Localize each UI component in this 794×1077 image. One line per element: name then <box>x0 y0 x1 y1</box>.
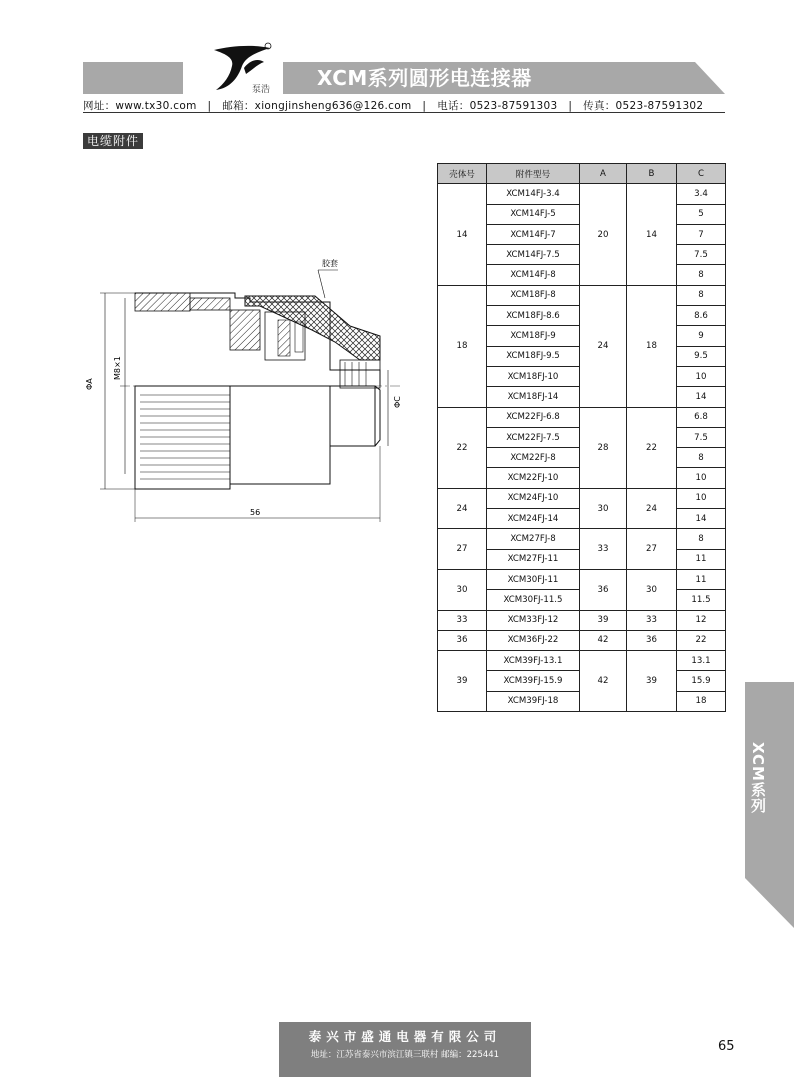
cell-c: 15.9 <box>677 671 726 691</box>
header-a: A <box>580 164 627 184</box>
cell-c: 8 <box>677 265 726 285</box>
cell-part: XCM22FJ-7.5 <box>487 427 580 447</box>
separator-1: | <box>207 100 212 112</box>
cell-c: 14 <box>677 509 726 529</box>
cell-part: XCM22FJ-10 <box>487 468 580 488</box>
table-row <box>438 651 726 671</box>
header-c: C <box>677 164 726 184</box>
cell-part: XCM33FJ-12 <box>487 610 580 630</box>
cell-b: 36 <box>627 630 677 650</box>
table-row <box>438 610 726 630</box>
cell-b: 33 <box>627 610 677 630</box>
cell-part: XCM18FJ-14 <box>487 387 580 407</box>
cell-b: 22 <box>627 407 677 488</box>
sheath-label: 胶套 <box>322 259 338 268</box>
table-row <box>438 630 726 650</box>
cell-part: XCM18FJ-10 <box>487 366 580 386</box>
cell-c: 9.5 <box>677 346 726 366</box>
cell-c: 22 <box>677 630 726 650</box>
cell-a: 42 <box>580 651 627 712</box>
cell-part: XCM22FJ-8 <box>487 448 580 468</box>
website-text: 网址：www.tx30.com <box>83 100 197 112</box>
company-name: 泰兴市盛通电器有限公司 <box>308 1029 502 1044</box>
cell-b: 30 <box>627 569 677 610</box>
cell-shell: 39 <box>438 651 487 712</box>
cell-c: 8 <box>677 285 726 305</box>
table-row <box>438 407 726 427</box>
cell-shell: 36 <box>438 630 487 650</box>
table-header-row <box>438 164 726 184</box>
spec-table <box>437 163 726 712</box>
cell-shell: 30 <box>438 569 487 610</box>
cell-part: XCM14FJ-3.4 <box>487 184 580 204</box>
cell-part: XCM18FJ-8 <box>487 285 580 305</box>
header-shell: 壳体号 <box>438 164 487 184</box>
cell-c: 11 <box>677 569 726 589</box>
dim-a-label: ΦA <box>85 378 94 390</box>
cell-c: 8 <box>677 529 726 549</box>
cell-part: XCM36FJ-22 <box>487 630 580 650</box>
cell-shell: 24 <box>438 488 487 529</box>
cell-b: 14 <box>627 184 677 285</box>
dim-c-label: ΦC <box>393 396 402 408</box>
table-row <box>438 184 726 204</box>
table-row <box>438 529 726 549</box>
header-b: B <box>627 164 677 184</box>
cell-a: 30 <box>580 488 627 529</box>
separator-3: | <box>568 100 573 112</box>
cell-shell: 33 <box>438 610 487 630</box>
cell-c: 18 <box>677 691 726 711</box>
cell-a: 24 <box>580 285 627 407</box>
side-tab-label: XCM系列 <box>749 742 767 814</box>
table-row <box>438 285 726 305</box>
cell-b: 18 <box>627 285 677 407</box>
logo-text: 泵浩 <box>252 85 271 95</box>
fax-text: 传真：0523-87591302 <box>583 100 704 112</box>
cell-c: 11 <box>677 549 726 569</box>
table-row <box>438 488 726 508</box>
cell-part: XCM39FJ-18 <box>487 691 580 711</box>
page-title: XCM系列圆形电连接器 <box>317 66 532 90</box>
cell-shell: 22 <box>438 407 487 488</box>
cell-c: 9 <box>677 326 726 346</box>
cell-b: 24 <box>627 488 677 529</box>
header-part: 附件型号 <box>487 164 580 184</box>
cell-part: XCM27FJ-8 <box>487 529 580 549</box>
cell-c: 6.8 <box>677 407 726 427</box>
cell-c: 7.5 <box>677 245 726 265</box>
header-rule <box>83 112 725 113</box>
cell-a: 20 <box>580 184 627 285</box>
cell-b: 39 <box>627 651 677 712</box>
dim-length-label: 56 <box>250 508 261 517</box>
header-left-block <box>83 62 183 94</box>
cell-shell: 27 <box>438 529 487 570</box>
cell-a: 36 <box>580 569 627 610</box>
cell-part: XCM14FJ-5 <box>487 204 580 224</box>
table-row <box>438 569 726 589</box>
cell-part: XCM14FJ-8 <box>487 265 580 285</box>
cell-b: 27 <box>627 529 677 570</box>
cell-c: 10 <box>677 366 726 386</box>
cell-part: XCM24FJ-14 <box>487 509 580 529</box>
cell-part: XCM39FJ-15.9 <box>487 671 580 691</box>
page-number: 65 <box>718 1039 735 1054</box>
cell-part: XCM30FJ-11.5 <box>487 590 580 610</box>
cell-part: XCM14FJ-7 <box>487 224 580 244</box>
cell-part: XCM24FJ-10 <box>487 488 580 508</box>
table-body <box>438 184 726 712</box>
phone-text: 电话：0523-87591303 <box>437 100 558 112</box>
cell-a: 28 <box>580 407 627 488</box>
cell-part: XCM18FJ-9.5 <box>487 346 580 366</box>
cell-shell: 14 <box>438 184 487 285</box>
separator-2: | <box>422 100 427 112</box>
cell-c: 7 <box>677 224 726 244</box>
cell-shell: 18 <box>438 285 487 407</box>
cell-c: 10 <box>677 488 726 508</box>
cell-c: 10 <box>677 468 726 488</box>
company-address: 地址：江苏省泰兴市滨江镇三联村 邮编：225441 <box>310 1050 500 1060</box>
cell-c: 3.4 <box>677 184 726 204</box>
cell-a: 42 <box>580 630 627 650</box>
cell-part: XCM18FJ-9 <box>487 326 580 346</box>
cell-part: XCM14FJ-7.5 <box>487 245 580 265</box>
contact-line <box>83 98 703 113</box>
cell-c: 12 <box>677 610 726 630</box>
cell-part: XCM30FJ-11 <box>487 569 580 589</box>
cell-c: 5 <box>677 204 726 224</box>
cell-a: 33 <box>580 529 627 570</box>
cell-a: 39 <box>580 610 627 630</box>
cell-part: XCM18FJ-8.6 <box>487 306 580 326</box>
cell-part: XCM27FJ-11 <box>487 549 580 569</box>
dim-m-label: M8×1 <box>113 356 122 380</box>
cell-c: 8 <box>677 448 726 468</box>
cell-c: 8.6 <box>677 306 726 326</box>
cell-c: 7.5 <box>677 427 726 447</box>
company-logo <box>200 40 276 96</box>
cell-part: XCM22FJ-6.8 <box>487 407 580 427</box>
cell-part: XCM39FJ-13.1 <box>487 651 580 671</box>
connector-drawing <box>80 250 420 530</box>
cell-c: 13.1 <box>677 651 726 671</box>
cell-c: 14 <box>677 387 726 407</box>
section-label: 电缆附件 <box>83 133 143 149</box>
email-text: 邮箱：xiongjinsheng636@126.com <box>222 100 412 112</box>
cell-c: 11.5 <box>677 590 726 610</box>
